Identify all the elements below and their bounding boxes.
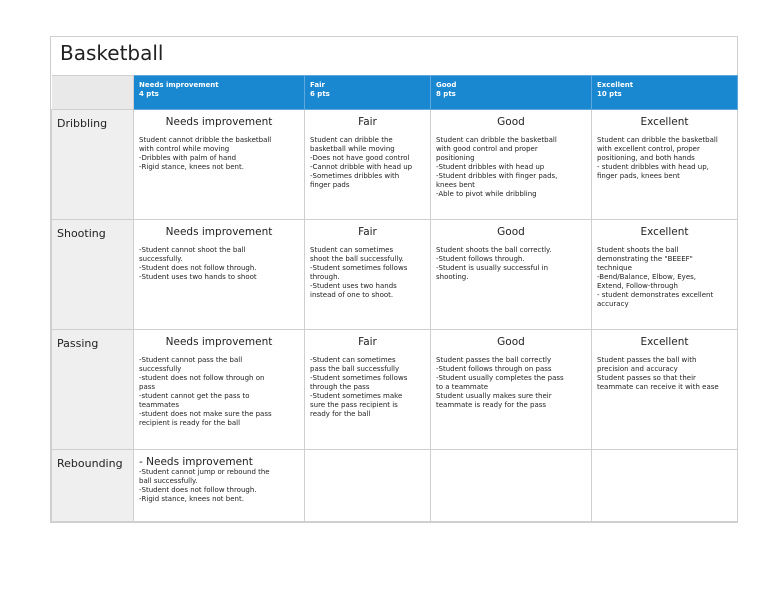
header-points: 6 pts xyxy=(310,90,330,98)
rubric-cell xyxy=(305,330,431,450)
header-level-label: Fair xyxy=(310,81,325,89)
cell-level: Good xyxy=(497,116,525,128)
cell-level: Needs improvement xyxy=(165,116,273,128)
cell-description: Student can dribble the basketball with good control and proper positioning -Student dribbles with head up -Student dribbles with finger pads, knees bent -Able to pivot while dribbling xyxy=(436,136,558,198)
rubric-cell xyxy=(134,220,305,330)
cell-description: Student cannot dribble the basketball with control while moving -Dribbles with palm of hand -Rigid stance, knees not bent. xyxy=(139,136,272,171)
cell-description: Student shoots the ball demonstrating the "BEEEF" technique -Bend/Balance, Elbow, Eyes, Extend, Follow-through - student demonstrates excellent accuracy xyxy=(597,246,714,308)
cell-description: -Student can sometimes pass the ball successfully -Student sometimes follows through the pass -Student sometimes make sure the pass recipient is ready for the ball xyxy=(310,356,408,418)
header-excellent xyxy=(592,76,738,110)
cell-description: Student passes the ball with precision and accuracy Student passes so that their teammate can receive it with ease xyxy=(597,356,719,391)
header-points: 10 pts xyxy=(597,90,622,98)
rubric-cell xyxy=(431,330,592,450)
rubric-cell-empty xyxy=(431,450,592,522)
cell-level: Fair xyxy=(358,226,377,238)
header-level-label: Good xyxy=(436,81,457,89)
header-level-label: Excellent xyxy=(597,81,634,89)
rubric-cell xyxy=(134,110,305,220)
criterion-name: Shooting xyxy=(52,220,134,330)
header-good xyxy=(431,76,592,110)
criterion-row-shooting xyxy=(52,220,738,330)
rubric-cell xyxy=(592,330,738,450)
cell-level: Needs improvement xyxy=(165,336,273,348)
rubric-cell xyxy=(431,220,592,330)
cell-level: Fair xyxy=(358,336,377,348)
cell-level: - Needs improvement xyxy=(139,456,253,468)
rubric-cell xyxy=(431,110,592,220)
criterion-row-passing xyxy=(52,330,738,450)
header-fair xyxy=(305,76,431,110)
criterion-row-rebounding xyxy=(52,450,738,522)
header-corner xyxy=(52,76,134,110)
rubric-container xyxy=(50,36,738,523)
cell-level: Excellent xyxy=(640,116,689,128)
rubric-cell xyxy=(305,220,431,330)
rubric-cell-empty xyxy=(305,450,431,522)
cell-level: Good xyxy=(497,336,525,348)
header-row xyxy=(52,76,738,110)
rubric-title: Basketball xyxy=(60,41,164,65)
rubric-cell-empty xyxy=(592,450,738,522)
criterion-name: Passing xyxy=(52,330,134,450)
header-needs-improvement xyxy=(134,76,305,110)
criterion-name: Dribbling xyxy=(52,110,134,220)
header-level-label: Needs improvement xyxy=(139,81,219,89)
rubric-cell xyxy=(134,450,305,522)
cell-description: Student shoots the ball correctly. -Student follows through. -Student is usually successful in shooting. xyxy=(436,246,552,281)
criterion-name: Rebounding xyxy=(52,450,134,522)
rubric-cell xyxy=(305,110,431,220)
cell-description: Student can dribble the basketball while moving -Does not have good control -Cannot dribble with head up -Sometimes dribbles with finger pads xyxy=(310,136,413,189)
cell-description: -Student cannot pass the ball successfully -student does not follow through on pass -student cannot get the pass to teammates -student does not make sure the pass recipient is ready for the ball xyxy=(139,356,272,427)
cell-description: Student passes the ball correctly -Student follows through on pass -Student usually completes the pass to a teammate Student usually makes sure their teammate is ready for the pass xyxy=(436,356,564,409)
cell-level: Excellent xyxy=(640,336,689,348)
cell-level: Fair xyxy=(358,116,377,128)
criterion-row-dribbling xyxy=(52,110,738,220)
cell-level: Needs improvement xyxy=(165,226,273,238)
cell-description: -Student cannot jump or rebound the ball successfully. -Student does not follow through. -Rigid stance, knees not bent. xyxy=(139,468,270,503)
cell-level: Excellent xyxy=(640,226,689,238)
rubric-cell xyxy=(592,220,738,330)
cell-level: Good xyxy=(497,226,525,238)
rubric-cell xyxy=(134,330,305,450)
rubric-cell xyxy=(592,110,738,220)
cell-description: Student can sometimes shoot the ball successfully. -Student sometimes follows through. -Student uses two hands instead of one to shoot. xyxy=(310,246,408,299)
cell-description: Student can dribble the basketball with excellent control, proper positioning, and both hands - student dribbles with head up, finger pads, knees bent xyxy=(597,136,718,180)
rubric-table xyxy=(51,75,738,522)
header-points: 8 pts xyxy=(436,90,456,98)
header-points: 4 pts xyxy=(139,90,159,98)
cell-description: -Student cannot shoot the ball successfully. -Student does not follow through. -Student uses two hands to shoot xyxy=(139,246,257,281)
